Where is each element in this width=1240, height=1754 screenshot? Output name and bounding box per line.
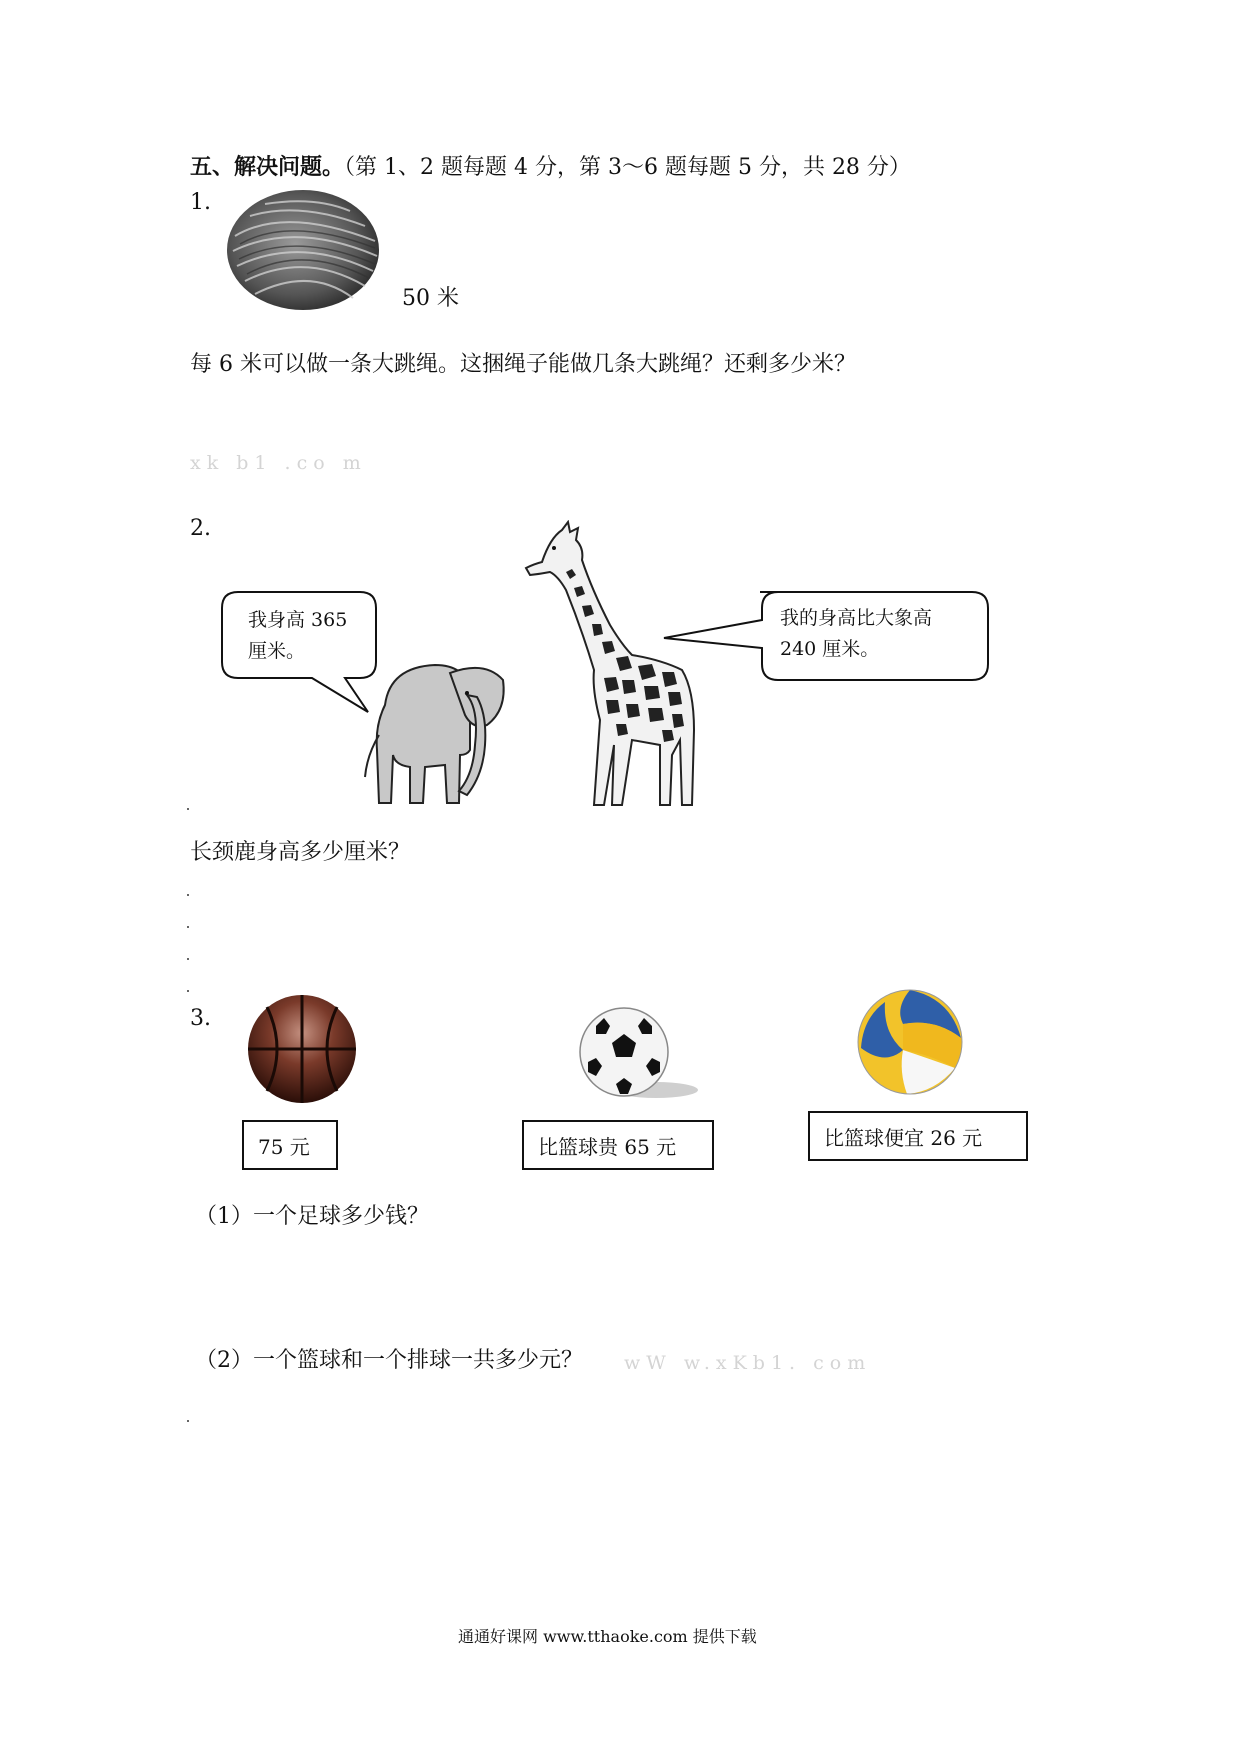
giraffe-speech-line1: 我的身高比大象高: [780, 607, 933, 629]
volleyball-price: 比篮球便宜 26 元: [824, 1125, 983, 1150]
soccer-price-box: [522, 1120, 714, 1170]
elephant-speech-line2: 厘米。: [248, 640, 306, 662]
stray-dot: [187, 926, 189, 928]
watermark-2: wW w.xKb1. com: [624, 1352, 872, 1374]
q1-question: 每 6 米可以做一条大跳绳。这捆绳子能做几条大跳绳？还剩多少米？: [190, 352, 856, 377]
rope-length-label: 50 米: [402, 286, 459, 311]
stray-dot: [187, 808, 189, 810]
volleyball-price-box: [808, 1111, 1028, 1161]
elephant-image: [355, 655, 515, 810]
q1-number: 1.: [190, 190, 211, 215]
q2-question: 长颈鹿身高多少厘米？: [190, 840, 411, 865]
stray-dot: [187, 990, 189, 992]
soccer-price: 比篮球贵 65 元: [538, 1134, 677, 1159]
rope-coil-image: [225, 186, 385, 314]
soccer-ball-image: [576, 1004, 701, 1104]
q3-number: 3.: [190, 1006, 211, 1031]
basketball-image: [245, 992, 360, 1107]
volleyball-image: [855, 988, 970, 1098]
stray-dot: [187, 958, 189, 960]
elephant-speech-line1: 我身高 365: [248, 609, 348, 631]
stray-dot: [187, 894, 189, 896]
q2-number: 2.: [190, 516, 211, 541]
q3-sub1: （1）一个足球多少钱？: [195, 1204, 429, 1229]
section-scoring: （第 1、2 题每题 4 分，第 3～6 题每题 5 分，共 28 分）: [344, 155, 911, 180]
q3-sub2: （2）一个篮球和一个排球一共多少元？: [195, 1348, 583, 1373]
section-heading: [190, 154, 911, 181]
section-title: 五、解决问题。: [190, 154, 345, 180]
basketball-price-box: [242, 1120, 338, 1170]
footer-credit: 通通好课网 www.tthaoke.com 提供下载: [458, 1627, 757, 1646]
giraffe-speech-line2: 240 厘米。: [780, 638, 880, 660]
watermark-1: xk b1 .co m: [190, 452, 367, 474]
basketball-price: 75 元: [258, 1134, 310, 1159]
stray-dot: [187, 1420, 189, 1422]
